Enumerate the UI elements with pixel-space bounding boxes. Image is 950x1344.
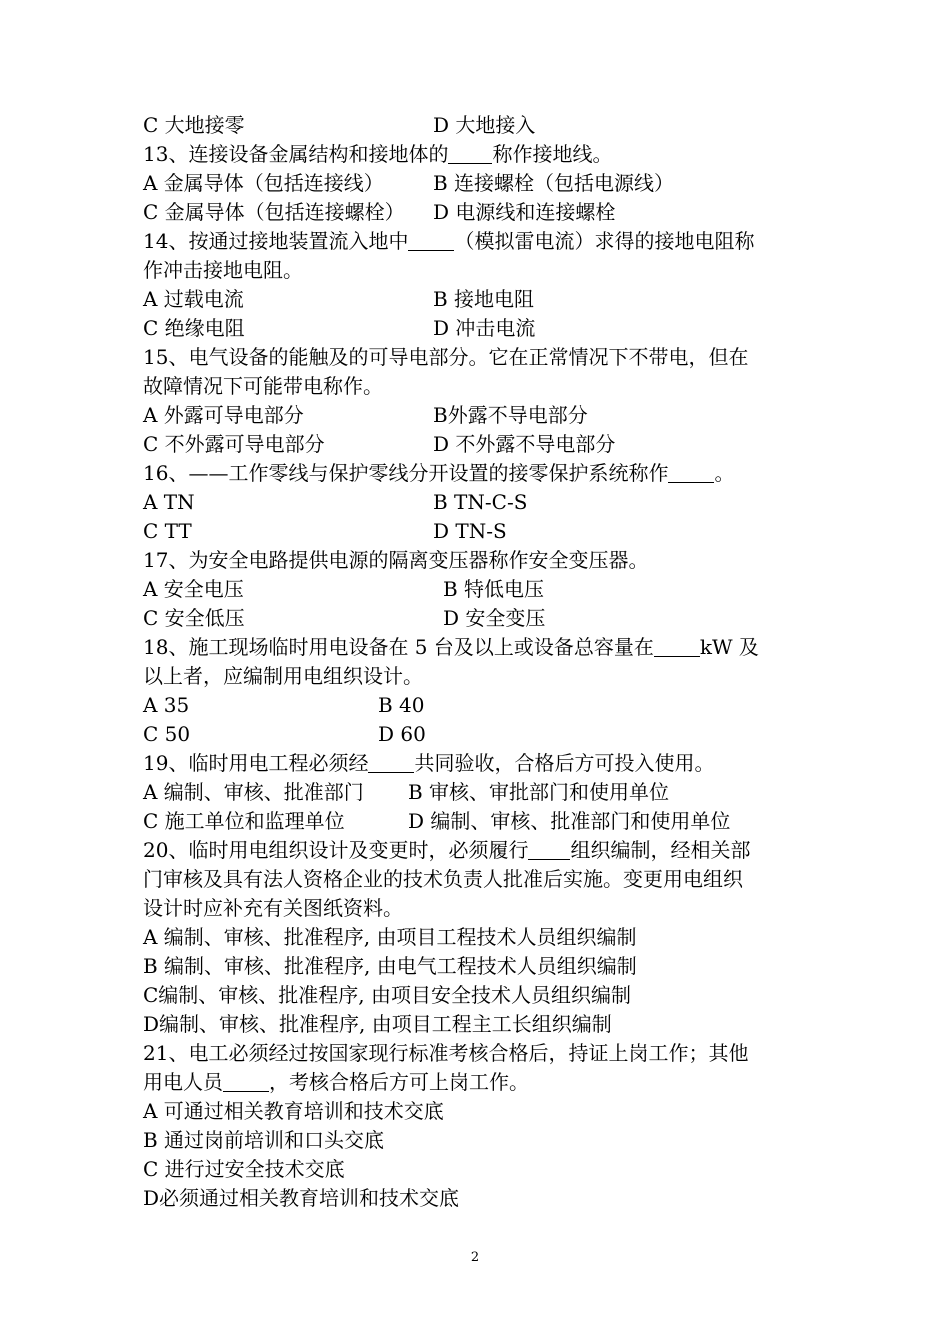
options-line: C 不外露可导电部分 D 不外露不导电部分 <box>143 432 616 456</box>
answer-blank <box>668 460 714 483</box>
options-line: A 外露可导电部分 B外露不导电部分 <box>143 403 588 427</box>
option-b: B 编制、审核、批准程序, 由电气工程技术人员组织编制 <box>143 954 637 978</box>
question-17: 17、为安全电路提供电源的隔离变压器称作安全变压器。 <box>143 548 649 572</box>
options-line: C 施工单位和监理单位 D 编制、审核、批准部门和使用单位 <box>143 809 731 833</box>
options-line: A 金属导体（包括连接线） B 连接螺栓（包括电源线） <box>143 171 675 195</box>
option-d: D必须通过相关教育培训和技术交底 <box>143 1186 460 1210</box>
page-number: 2 <box>470 1250 480 1265</box>
options-line: A 35 B 40 <box>143 693 425 717</box>
options-line: C 50 D 60 <box>143 722 426 746</box>
options-line: C 安全低压 D 安全变压 <box>143 606 546 630</box>
options-line: C 金属导体（包括连接螺栓） D 电源线和连接螺栓 <box>143 200 616 224</box>
question-16: 16、——工作零线与保护零线分开设置的接零保护系统称作 。 <box>143 461 735 485</box>
option-a: A 可通过相关教育培训和技术交底 <box>143 1099 444 1123</box>
answer-blank <box>408 228 454 251</box>
option-c: C编制、审核、批准程序, 由项目安全技术人员组织编制 <box>143 983 632 1007</box>
options-line: A 编制、审核、批准部门 B 审核、审批部门和使用单位 <box>143 780 670 804</box>
options-line: C 绝缘电阻 D 冲击电流 <box>143 316 536 340</box>
option-b: B 通过岗前培训和口头交底 <box>143 1128 385 1152</box>
options-line: A 安全电压 B 特低电压 <box>143 577 545 601</box>
question-19: 19、临时用电工程必须经 共同验收，合格后方可投入使用。 <box>143 751 715 775</box>
text-line: 设计时应补充有关图纸资料。 <box>143 896 403 920</box>
question-13: 13、连接设备金属结构和接地体的 称作接地线。 <box>143 142 613 166</box>
options-line: A TN B TN-C-S <box>143 490 528 514</box>
answer-blank <box>448 141 492 164</box>
options-line: C 大地接零 D 大地接入 <box>143 113 536 137</box>
options-line: A 过载电流 B 接地电阻 <box>143 287 535 311</box>
question-20: 20、临时用电组织设计及变更时，必须履行 组织编制，经相关部 <box>143 838 751 862</box>
text-line: 以上者，应编制用电组织设计。 <box>143 664 423 688</box>
question-14: 14、按通过接地装置流入地中 （模拟雷电流）求得的接地电阻称 <box>143 229 755 253</box>
option-a: A 编制、审核、批准程序, 由项目工程技术人员组织编制 <box>143 925 637 949</box>
option-d: D编制、审核、批准程序, 由项目工程主工长组织编制 <box>143 1012 612 1036</box>
text-line: 门审核及具有法人资格企业的技术负责人批准后实施。变更用电组织 <box>143 867 743 891</box>
answer-blank <box>654 634 700 657</box>
question-21: 21、电工必须经过按国家现行标准考核合格后，持证上岗工作；其他 <box>143 1041 749 1065</box>
answer-blank <box>368 750 414 773</box>
text-line: 用电人员 ，考核合格后方可上岗工作。 <box>143 1070 529 1094</box>
option-c: C 进行过安全技术交底 <box>143 1157 345 1181</box>
question-15: 15、电气设备的能触及的可导电部分。它在正常情况下不带电，但在 <box>143 345 749 369</box>
options-line: C TT D TN-S <box>143 519 507 543</box>
text-line: 故障情况下可能带电称作。 <box>143 374 383 398</box>
question-18: 18、施工现场临时用电设备在 5 台及以上或设备总容量在 kW 及 <box>143 635 759 659</box>
answer-blank <box>528 837 570 860</box>
answer-blank <box>223 1069 269 1092</box>
document-body <box>143 111 813 1213</box>
text-line: 作冲击接地电阻。 <box>143 258 303 282</box>
